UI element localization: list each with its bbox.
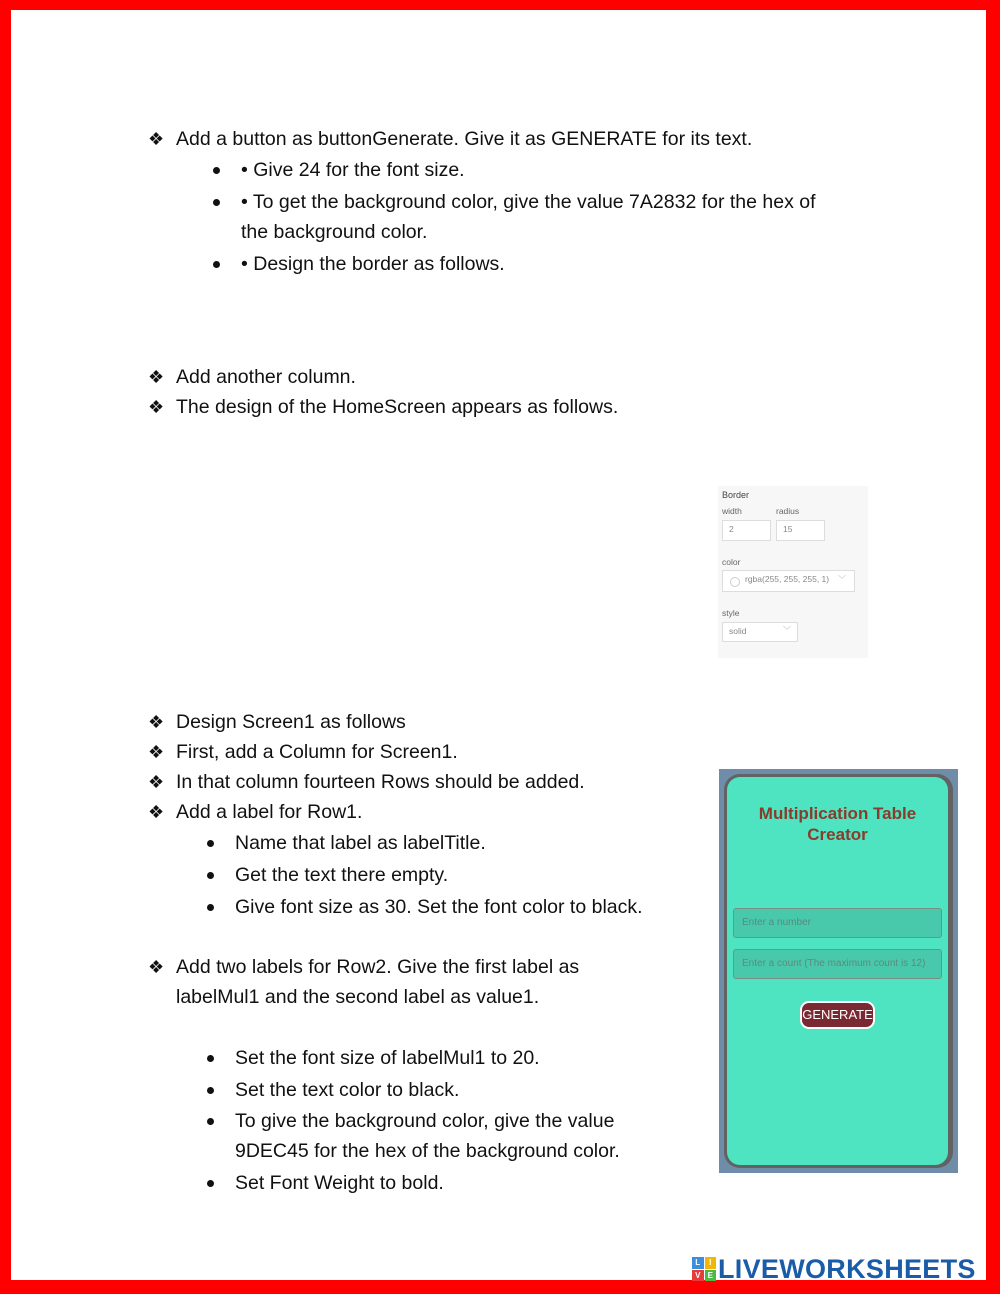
instruction-add-column-screen1: First, add a Column for Screen1.: [176, 741, 458, 763]
instruction-labelmul1-size: Set the font size of labelMul1 to 20.: [235, 1047, 540, 1069]
app-title-line1: Multiplication Table: [758, 804, 917, 823]
phone-frame: [724, 774, 953, 1168]
bullet-dot-icon: [207, 1087, 214, 1094]
instruction-font-size-30: Give font size as 30. Set the font color to black.: [235, 896, 643, 918]
logo-icon: L I V E: [692, 1257, 716, 1281]
diamond-bullet-icon: ❖: [148, 772, 165, 792]
bullet-dot-icon: [207, 1055, 214, 1062]
instruction-add-column: Add another column.: [176, 366, 356, 388]
style-label: style: [722, 608, 740, 618]
color-swatch-icon: [730, 577, 740, 587]
width-input[interactable]: 2: [722, 520, 771, 541]
instruction-bg-9dec45-cont: 9DEC45 for the hex of the background color.: [235, 1140, 620, 1162]
radius-input[interactable]: 15: [776, 520, 825, 541]
instruction-homescreen: The design of the HomeScreen appears as follows.: [176, 396, 619, 418]
phone-mockup: [719, 769, 958, 1173]
bullet-dot-icon: [207, 904, 214, 911]
bullet-dot-icon: [207, 1118, 214, 1125]
diamond-bullet-icon: ❖: [148, 957, 165, 977]
bullet-dot-icon: [213, 261, 220, 268]
border-settings-panel: [718, 486, 868, 658]
diamond-bullet-icon: ❖: [148, 742, 165, 762]
chevron-down-icon: ﹀: [783, 626, 791, 635]
bullet-dot-icon: [213, 167, 220, 174]
instruction-bg-color: • To get the background color, give the value 7A2832 for the hex of: [241, 191, 816, 213]
instruction-text-empty: Get the text there empty.: [235, 864, 449, 886]
instruction-rows: In that column fourteen Rows should be added.: [176, 771, 585, 793]
diamond-bullet-icon: ❖: [148, 802, 165, 822]
color-label: color: [722, 557, 741, 567]
instruction-font-size: • Give 24 for the font size.: [241, 159, 465, 181]
border-title: Border: [722, 490, 750, 500]
bullet-dot-icon: [207, 1180, 214, 1187]
instruction-row2-labels-cont: labelMul1 and the second label as value1.: [176, 986, 540, 1008]
diamond-bullet-icon: ❖: [148, 712, 165, 732]
bullet-dot-icon: [207, 840, 214, 847]
app-title: [727, 803, 948, 845]
color-select[interactable]: [722, 570, 855, 592]
bullet-dot-icon: [207, 872, 214, 879]
instruction-text-black: Set the text color to black.: [235, 1079, 460, 1101]
instruction-design-screen1: Design Screen1 as follows: [176, 711, 406, 733]
count-input[interactable]: Enter a count (The maximum count is 12): [733, 949, 942, 979]
instruction-row2-labels: Add two labels for Row2. Give the first label as: [176, 956, 580, 978]
chevron-down-icon: ﹀: [838, 575, 846, 584]
phone-screen: [727, 777, 948, 1165]
diamond-bullet-icon: ❖: [148, 367, 165, 387]
diamond-bullet-icon: ❖: [148, 129, 165, 149]
instruction-bold: Set Font Weight to bold.: [235, 1172, 444, 1194]
generate-button[interactable]: GENERATE: [800, 1001, 875, 1029]
instruction-label-title: Name that label as labelTitle.: [235, 832, 486, 854]
style-select[interactable]: solid: [722, 622, 798, 642]
liveworksheets-logo: [692, 1255, 976, 1283]
app-title-line2: Creator: [807, 825, 868, 844]
width-label: width: [722, 506, 742, 516]
diamond-bullet-icon: ❖: [148, 397, 165, 417]
instruction-border: • Design the border as follows.: [241, 253, 505, 275]
color-value: rgba(255, 255, 255, 1): [745, 574, 830, 584]
instruction-button: Add a button as buttonGenerate. Give it as GENERATE for its text.: [176, 128, 753, 150]
logo-text: LIVEWORKSHEETS: [718, 1253, 976, 1284]
radius-label: radius: [776, 506, 800, 516]
number-input[interactable]: Enter a number: [733, 908, 942, 938]
instruction-label-row1: Add a label for Row1.: [176, 801, 363, 823]
bullet-dot-icon: [213, 199, 220, 206]
instruction-bg-9dec45: To give the background color, give the value: [235, 1110, 615, 1132]
instruction-bg-color-cont: the background color.: [241, 221, 428, 243]
